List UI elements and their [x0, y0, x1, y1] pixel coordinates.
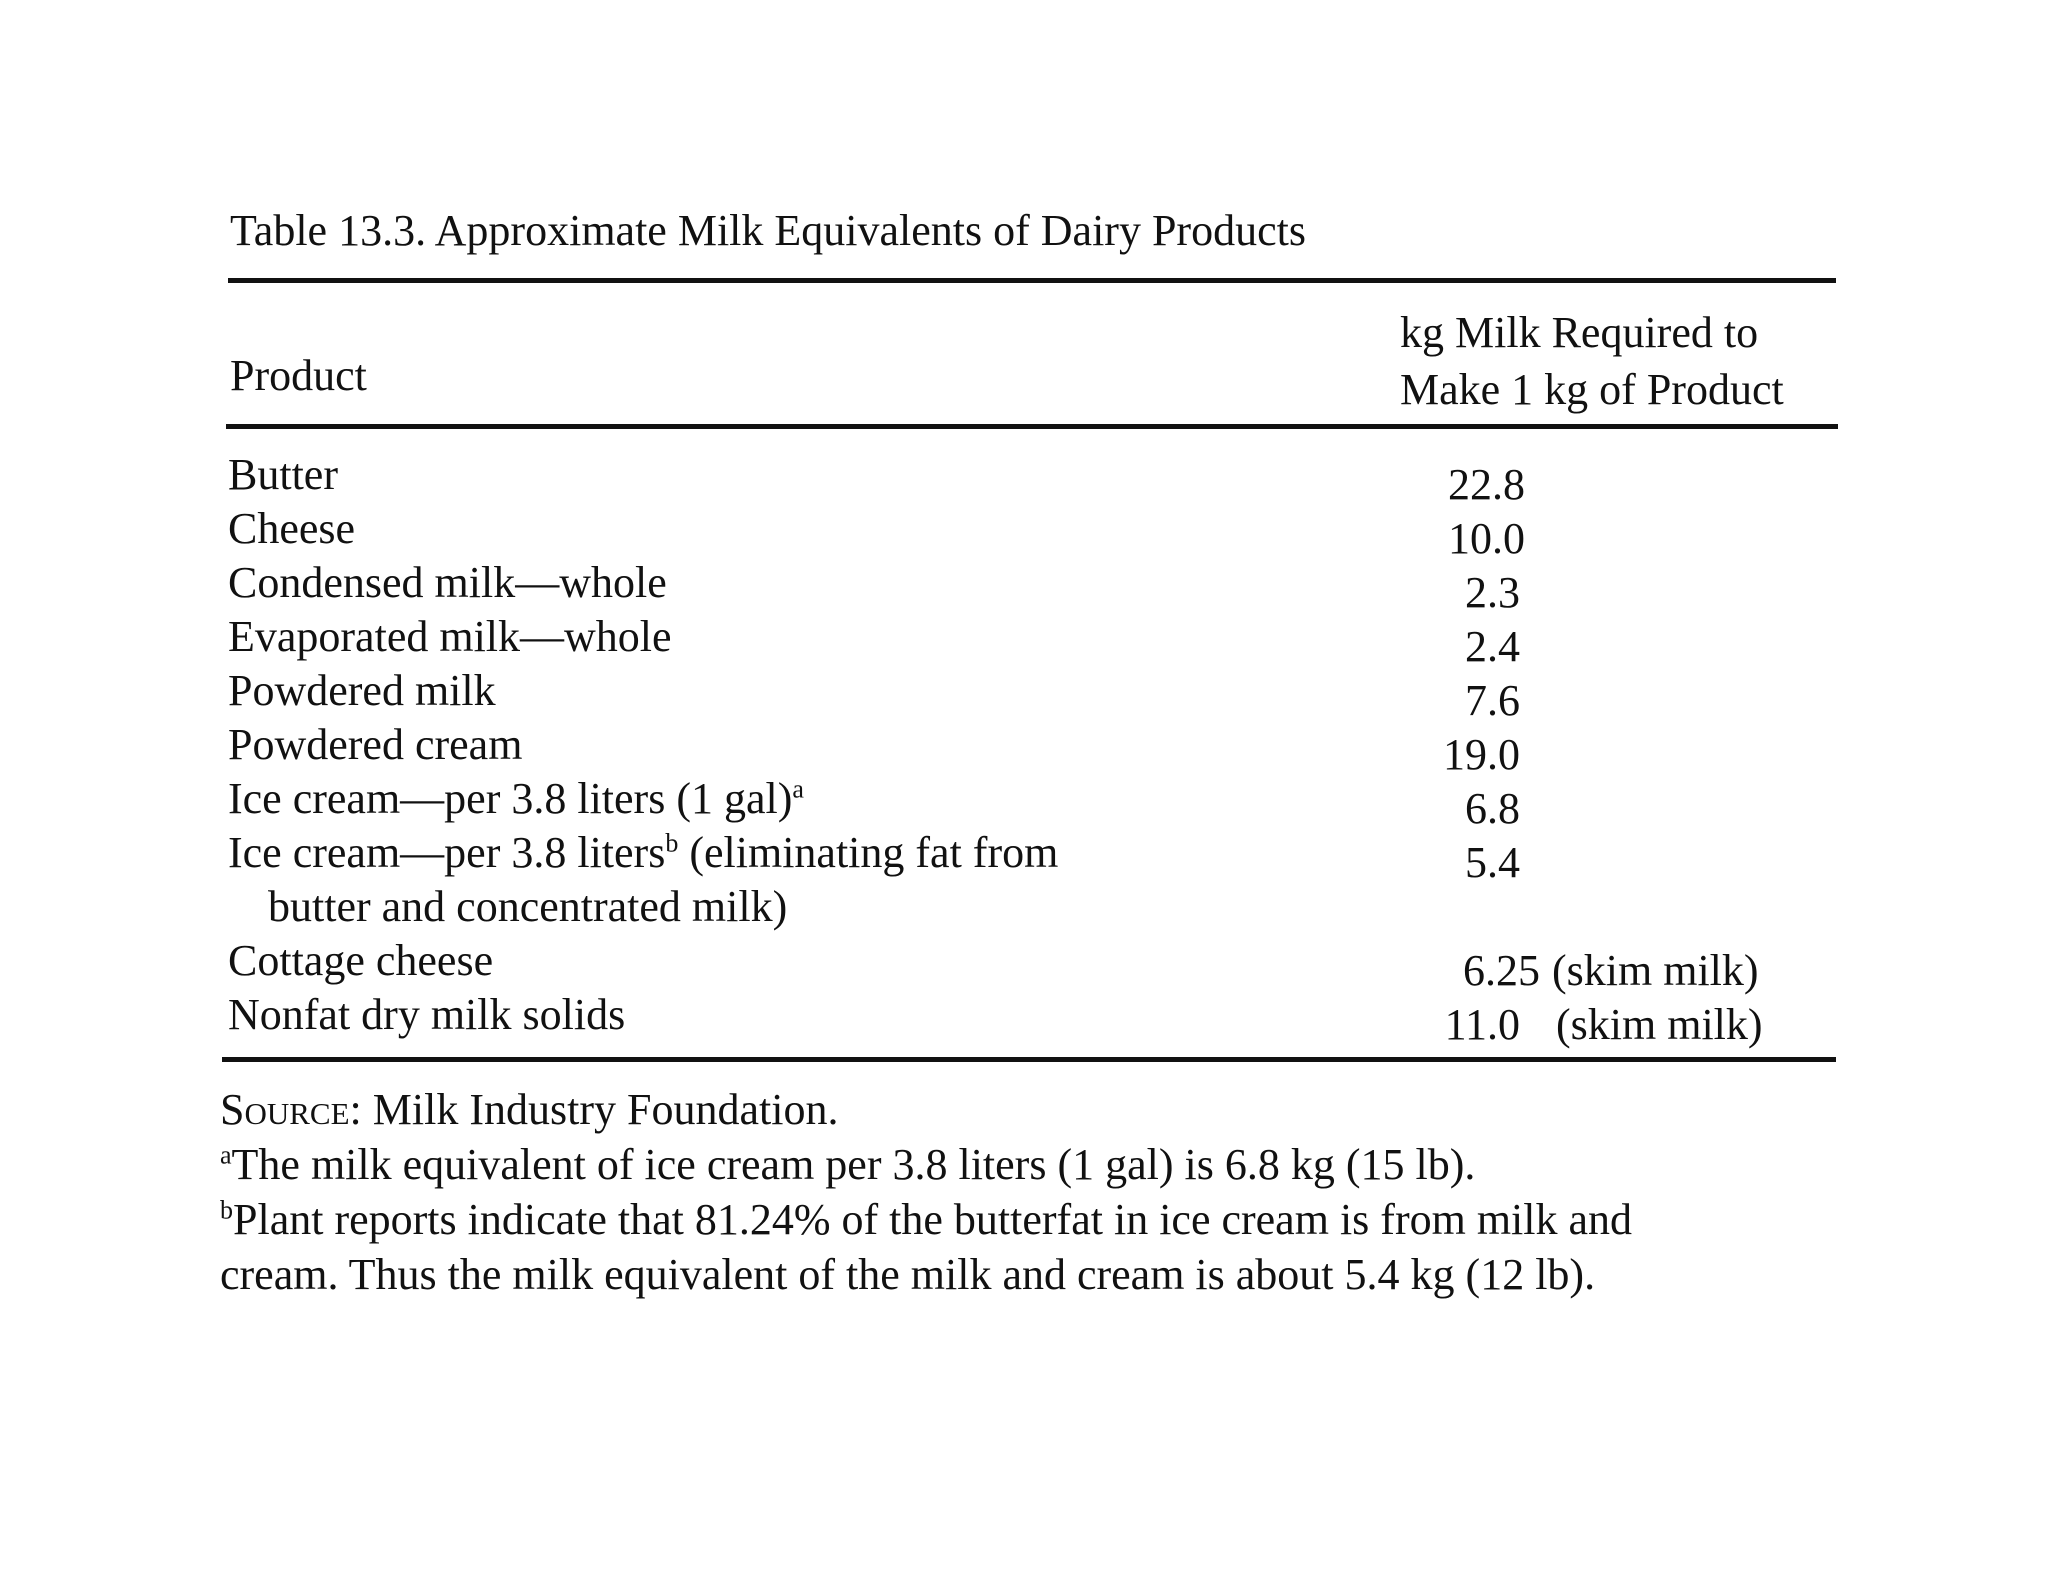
column-header-line-1: kg Milk Required to	[1400, 308, 1759, 357]
value-number: 2.4	[1465, 622, 1520, 671]
footnote-a	[220, 1137, 1850, 1192]
product-text: Ice cream—per 3.8 liters (1 gal)	[228, 774, 793, 823]
source-text: Milk Industry Foundation.	[361, 1085, 839, 1134]
product-text-continuation: butter and concentrated milk)	[268, 882, 788, 931]
table-row-product: Powdered cream	[228, 720, 523, 769]
value-number: 5.4	[1465, 838, 1520, 887]
table-row-product: Nonfat dry milk solids	[228, 990, 626, 1039]
table-bottom-rule	[222, 1057, 1836, 1062]
column-header-product: Product	[230, 351, 367, 400]
table-row-product: Cottage cheese	[228, 936, 494, 985]
footnote-marker: a	[792, 774, 804, 804]
value-note: (skim milk)	[1552, 946, 1759, 995]
table-row-product	[228, 772, 804, 826]
value-note: (skim milk)	[1556, 1000, 1763, 1049]
footnote-b-continuation: cream. Thus the milk equivalent of the milk and cream is about 5.4 kg (12 lb).	[220, 1250, 1596, 1299]
column-header-line-2: Make 1 kg of Product	[1400, 365, 1784, 414]
source-label: Source:	[220, 1085, 362, 1134]
footnote-a-text: The milk equivalent of ice cream per 3.8 liters (1 gal) is 6.8 kg (15 lb).	[231, 1140, 1476, 1189]
column-header-milk-required	[1400, 304, 1784, 418]
footnote-b	[220, 1192, 1850, 1247]
table-footnotes	[220, 1082, 1850, 1302]
table-row-product: Butter	[228, 450, 338, 499]
value-number: 6.8	[1465, 784, 1520, 833]
table-row-product: Cheese	[228, 504, 356, 553]
footnote-marker: b	[665, 828, 679, 858]
source-note	[220, 1082, 1850, 1137]
value-number: 19.0	[1443, 730, 1520, 779]
product-text-rest: (eliminating fat from	[678, 828, 1059, 877]
footnote-b-marker: b	[220, 1195, 233, 1225]
value-number: 7.6	[1465, 676, 1520, 725]
table-row-product	[228, 826, 1058, 934]
value-number: 11.0	[1444, 1000, 1520, 1049]
table-header-rule	[226, 424, 1838, 429]
value-number: 22.8	[1448, 460, 1525, 509]
footnote-b-line-1: Plant reports indicate that 81.24% of the butterfat in ice cream is from milk and	[233, 1195, 1633, 1244]
table-top-rule	[228, 278, 1836, 283]
table-title: Table 13.3. Approximate Milk Equivalents of Dairy Products	[230, 206, 1306, 255]
value-number: 2.3	[1465, 568, 1520, 617]
value-number: 10.0	[1448, 514, 1525, 563]
table-row-product: Powdered milk	[228, 666, 496, 715]
footnote-a-marker: a	[220, 1140, 232, 1170]
table-row-product: Condensed milk—whole	[228, 558, 667, 607]
value-number: 6.25	[1463, 946, 1540, 995]
table-row-product: Evaporated milk—whole	[228, 612, 672, 661]
product-text: Ice cream—per 3.8 liters	[228, 828, 666, 877]
